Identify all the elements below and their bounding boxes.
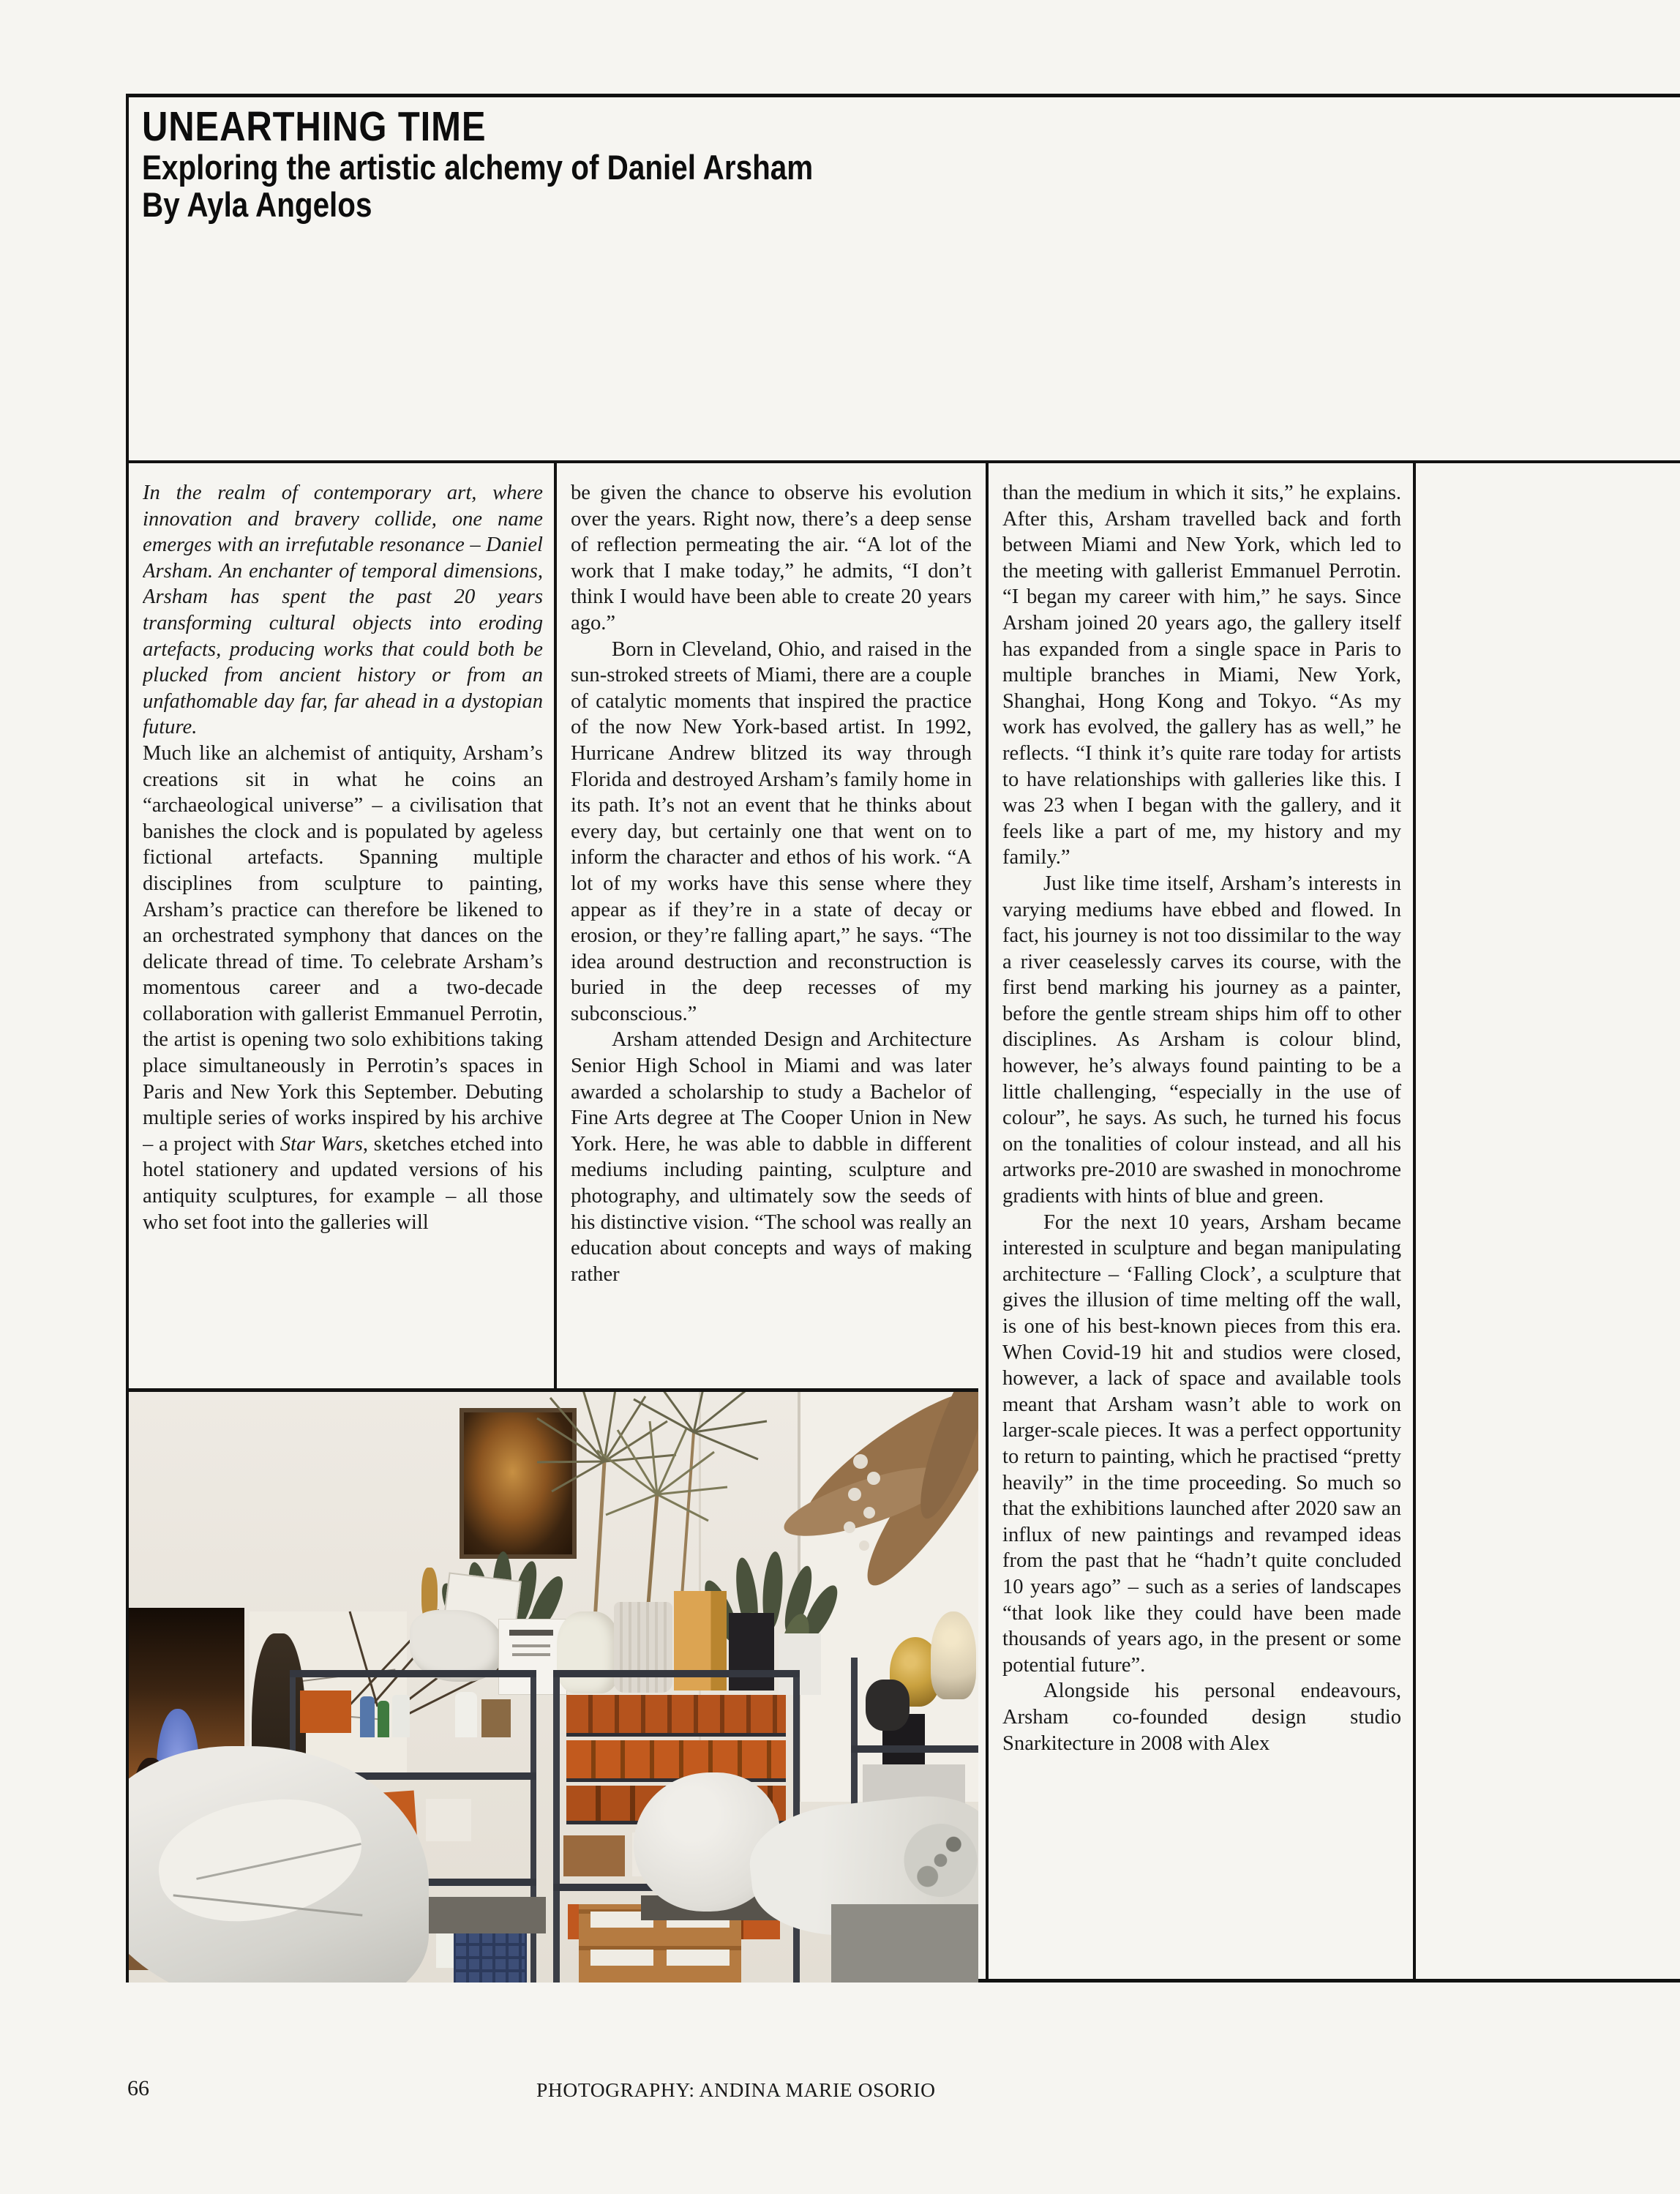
frame-rule-middle — [126, 460, 1680, 463]
studio-photo — [129, 1388, 978, 1983]
intro-paragraph: In the realm of contemporary art, where innovation and bravery collide, one name emerges with an irrefutable resonance – Daniel Arsham. An enchanter of temporal dimensions, Arsham has spent the past 20 years transforming cultural objects into eroding artefacts, producing works that could both be plucked from ancient history or from an unfathomable day far, far ahead in a dystopian future. — [143, 482, 543, 739]
text-column-3 — [1002, 480, 1401, 1977]
green-bottle — [378, 1701, 389, 1737]
column-divider-2 — [986, 460, 989, 1979]
paragraph-text: , sketches etched into hotel stationery and updated versions of his antiquity sculptures, for example – all those who set foot into the galleries will — [143, 1132, 543, 1234]
spray-bottle — [455, 1692, 477, 1737]
dark-object — [866, 1680, 910, 1731]
body-paragraph: be given the chance to observe his evolution over the years. Right now, there’s a deep sense of reflection permeating the air. “A lot of the work that I make today,” he admits, “I don’t think I would have been able to create 20 years ago.” — [571, 482, 972, 634]
body-paragraph: Arsham attended Design and Architecture Senior High School in Miami and was later awarded a scholarship to study a Bachelor of Fine Arts degree at The Cooper Union in New York. Here, he was able to dabble in different mediums including painting, sculpture and photography, and ultimately sow the seeds of his distinctive vision. “The school was really an education about concepts and ways of making rather — [571, 1028, 972, 1286]
paragraph-text: Much like an alchemist of antiquity, Arsham’s creations sit in what he coins an “archaeological universe” – a civilisation that banishes the clock and is populated by ageless fictional artefacts. Spanning multiple disciplines from sculpture to painting, Arsham’s practice can therefore be likened to an orchestrated symphony that dances on the delicate thread of time. To celebrate Arsham’s momentous career and a two-decade collaboration with gallerist Emmanuel Perrotin, the artist is opening two solo exhibitions taking place simultaneously in Perrotin’s spaces in Paris and New York this September. Debuting multiple series of works inspired by his archive – a project with — [143, 741, 543, 1156]
box-label — [590, 1950, 653, 1966]
white-bottle — [392, 1695, 410, 1737]
box-label-line — [512, 1644, 550, 1647]
body-paragraph: For the next 10 years, Arsham became interested in sculpture and began manipulating architecture – ‘Falling Clock’, a sculpture that gives the illusion of time melting off the wall, is one of his best-known pieces from this era. When Covid-19 hit and studios were closed, however, a lack of space and available tools meant that Arsham wasn’t able to work on larger-scale pieces. It was a perfect opportunity to return to painting, which he practised “pretty heavily” in the time proceeding. So much so that the exhibitions launched after 2020 saw an influx of new paintings and revamped ideas from the past that he “hadn’t quite concluded 10 years ago” – such as a series of landscapes “that look like they could have been made thousands of years ago, in the present or some potential future”. — [1002, 1210, 1401, 1677]
column-divider-1 — [554, 460, 557, 1388]
orange-bin-row — [566, 1740, 786, 1782]
body-paragraph: Just like time itself, Arsham’s interests in varying mediums have ebbed and flowed. In fact, his journey is not too dissimilar to the way a river ceaselessly carves its course, with the first bend marking his journey as a painter, before the gentle stream ships him off to other disciplines. As Arsham is colour blind, however, he’s always found painting to be a little challenging, “especially in the use of colour”, he says. As such, he turned his focus on the tonalities of colour instead, and all his artworks pre-2010 are swashed in monochrome gradients with hints of blue and green. — [1002, 872, 1401, 1208]
page-number: 66 — [127, 2076, 149, 2100]
shelf-post — [530, 1670, 536, 1983]
photo-credit: PHOTOGRAPHY: ANDINA MARIE OSORIO — [536, 2078, 936, 2101]
brown-package — [563, 1835, 625, 1876]
shelf-rail — [553, 1670, 800, 1677]
body-paragraph: Born in Cleveland, Ohio, and raised in the sun-stroked streets of Miami, there are a couple of catalytic moments that inspired the practice of the now New York-based artist. In 1992, Hurricane Andrew blitzed its way through Florida and destroyed Arsham’s family home in its path. It’s not an event that he thinks about every day, but certainly one that went on to inform the character and ethos of his work. “A lot of my works have this sense where they appear as if they’re in a state of decay or erosion, or they’re falling apart,” he says. “The idea around destruction and reconstruction is buried in the deep recesses of my subconscious.” — [571, 637, 972, 1025]
shelf-rail — [851, 1745, 978, 1753]
column-divider-3 — [1413, 460, 1416, 1979]
text-column-1 — [143, 480, 543, 1384]
text-column-2 — [571, 480, 972, 1384]
orange-box — [300, 1691, 351, 1733]
shelf-post — [553, 1670, 560, 1983]
star-wars-italic: Star Wars — [280, 1132, 363, 1156]
brown-can — [481, 1699, 511, 1737]
body-paragraph: Alongside his personal endeavours, Arsham co-founded design studio Snarkitecture in 2008 with Alex — [1002, 1680, 1401, 1755]
shelf-rail — [290, 1670, 536, 1677]
table-surface — [831, 1904, 978, 1983]
body-paragraph — [143, 741, 543, 1235]
mottled-sculpture-end — [901, 1820, 978, 1901]
article-subtitle: Exploring the artistic alchemy of Daniel Arsham — [142, 148, 814, 187]
article-byline: By Ayla Angelos — [142, 185, 372, 224]
box-label-line — [512, 1653, 550, 1656]
orange-bin-row — [566, 1695, 786, 1737]
white-box — [426, 1799, 471, 1841]
box-label — [667, 1950, 730, 1966]
box-label-line — [509, 1630, 553, 1636]
frame-rule-top — [126, 94, 1680, 97]
body-paragraph: than the medium in which it sits,” he explains. After this, Arsham travelled back and forth between Miami and New York, which led to the meeting with gallerist Emmanuel Perrotin. “I began my career with him,” he says. Since Arsham joined 20 years ago, the gallery itself has expanded from a single space in Paris to multiple branches in Miami, New York, Shanghai, Hong Kong and Tokyo. “As my work has evolved, the gallery has as well,” he reflects. “I think it’s quite rare today for artists to have relationships with galleries like this. I was 23 when I began with the gallery, and it feels like a part of me, my history and my family.” — [1002, 482, 1401, 869]
article-title: UNEARTHING TIME — [142, 103, 487, 150]
blue-bottle — [360, 1696, 375, 1737]
